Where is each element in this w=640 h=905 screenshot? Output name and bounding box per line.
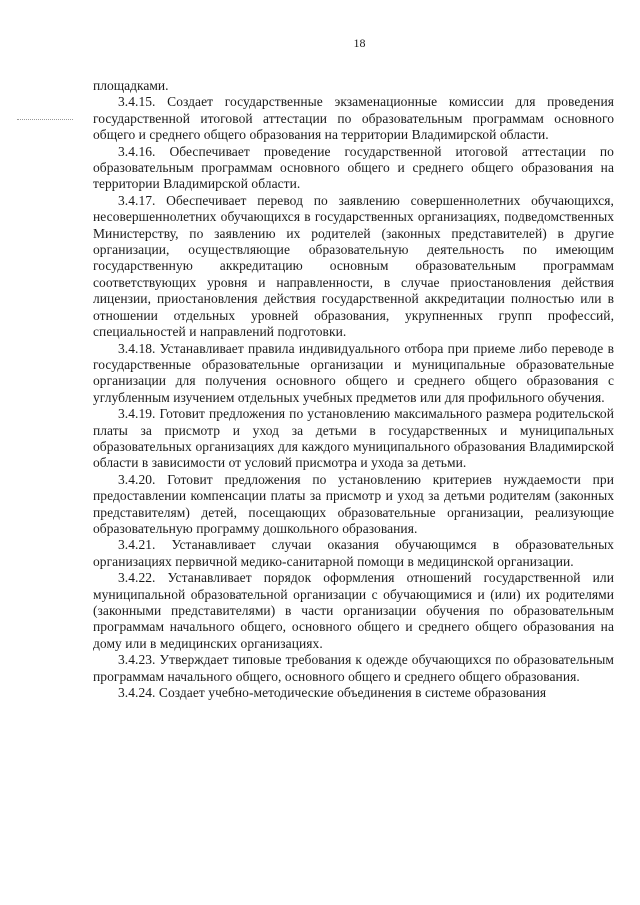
margin-scan-mark xyxy=(17,119,73,120)
continuation-text: площадками. xyxy=(93,78,169,93)
paragraph-3-4-23: 3.4.23. Утверждает типовые требования к одежде обучающихся по образовательным программам начального общего, основного общего и среднего общего образования. xyxy=(93,652,614,684)
paragraph-3-4-18: 3.4.18. Устанавливает правила индивидуального отбора при приеме либо переводе в государственные образовательные организации и муниципальные образовательные организации для получения основного общего и среднего общего образования с углубленным изучением отдельных учебных предметов или для профильного обучения. xyxy=(93,340,614,405)
paragraph-3-4-16: 3.4.16. Обеспечивает проведение государственной итоговой аттестации по образовательным программам основного общего и среднего общего образования на территории Владимирской области. xyxy=(93,143,614,192)
page-number: 18 xyxy=(353,36,366,50)
paragraph-3-4-20: 3.4.20. Готовит предложения по установлению критериев нуждаемости при предоставлении компенсации платы за присмотр и уход за детьми родителям (законных представителям) детей, посещающих образовательные организации, реализующие образовательную программу дошкольного образования. xyxy=(93,471,614,536)
paragraph-3-4-17: 3.4.17. Обеспечивает перевод по заявлению совершеннолетних обучающихся, несовершеннолетних обучающихся в государственных организациях, подведомственных Министерству, по заявлению их родителей (законных представителей) в другие организации, осуществляющие образовательную деятельность по имеющим государственную аккредитацию основным образовательным программам соответствующих уровня и направленности, в случае приостановления действия лицензии, приостановления действия государственной аккредитации полностью или в отношении отдельных уровней образования, укрупненных групп профессий, специальностей и направлений подготовки. xyxy=(93,192,614,340)
paragraph-3-4-21: 3.4.21. Устанавливает случаи оказания обучающимся в образовательных организациях первичной медико-санитарной помощи в медицинской организации. xyxy=(93,537,614,569)
paragraph-3-4-24: 3.4.24. Создает учебно-методические объединения в системе образования xyxy=(118,685,547,701)
paragraph-3-4-19: 3.4.19. Готовит предложения по установлению максимального размера родительской платы за присмотр и уход за детьми в государственных и муниципальных образовательных организациях для каждого муниципального образования Владимирской области в зависимости от условий присмотра и ухода за детьми. xyxy=(93,406,614,471)
paragraph-3-4-15: 3.4.15. Создает государственные экзаменационные комиссии для проведения государственной итоговой аттестации по образовательным программам основного общего и среднего общего образования на территории Владимирской области. xyxy=(93,94,614,143)
paragraph-3-4-22: 3.4.22. Устанавливает порядок оформления отношений государственной или муниципальной образовательной организации с обучающимися и (или) их родителями (законными представителями) в части организации обучения по образовательным программам начального общего, основного общего и среднего общего образования на дому или в медицинских организациях. xyxy=(93,570,614,651)
document-page xyxy=(93,36,614,701)
